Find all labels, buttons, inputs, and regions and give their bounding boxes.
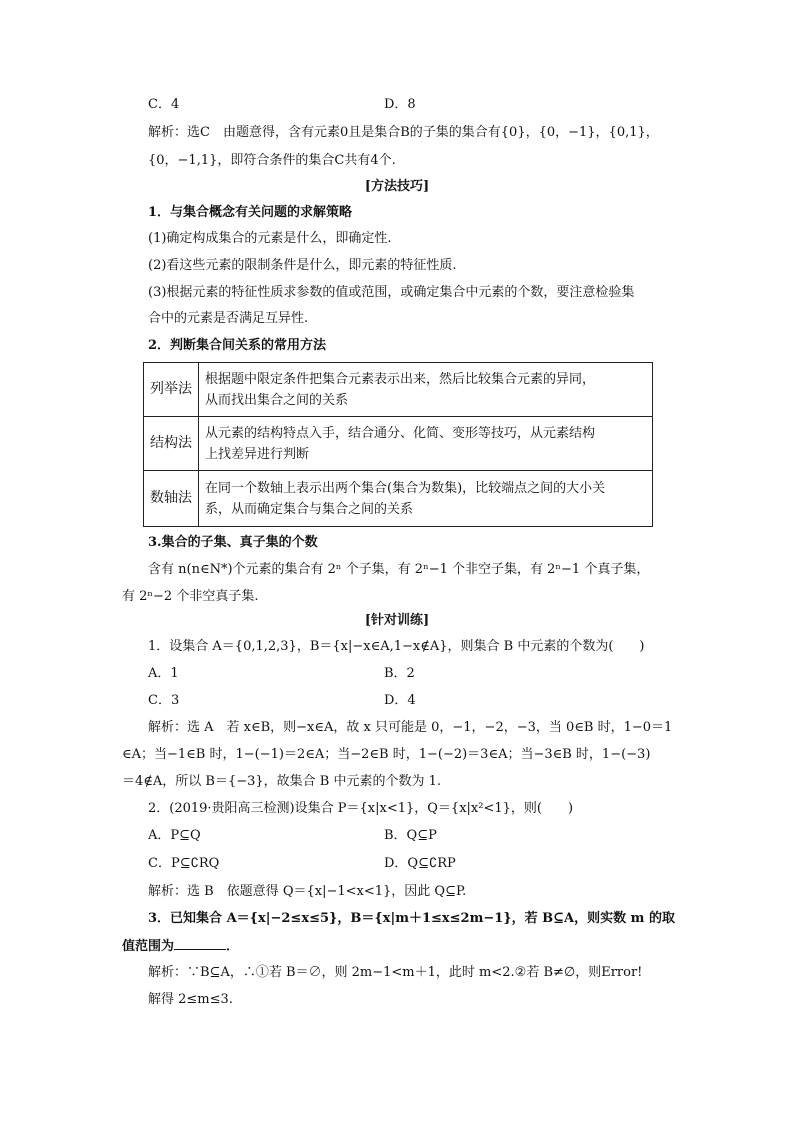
- question-stem-continued: [122, 937, 794, 956]
- option-b: B．2: [384, 666, 415, 681]
- method-name: 列举法: [144, 363, 199, 417]
- list-item: (1)确定构成集合的元素是什么，即确定性.: [148, 231, 392, 246]
- method-name: 结构法: [144, 417, 199, 471]
- answer-blank: [174, 937, 226, 950]
- method-description: [199, 363, 653, 417]
- description-line: 从元素的结构特点入手，结合通分、化简、变形等技巧，从元素结构: [205, 425, 596, 441]
- option-d: D．8: [384, 97, 416, 112]
- description-line: 系，从而确定集合与集合之间的关系: [205, 501, 414, 517]
- section-heading: 1．与集合概念有关问题的求解策略: [148, 205, 353, 220]
- question-stem: 1．设集合 A＝{0,1,2,3}，B＝{x|−x∈A,1−x∉A}，则集合 B 中元素的个数为( ): [148, 639, 645, 654]
- solution-line: 解析：选 B 依题意得 Q＝{x|−1<x<1}，因此 Q⊆P.: [148, 884, 467, 899]
- option-a: A．P⊆Q: [148, 828, 201, 843]
- list-item: (2)看这些元素的限制条件是什么，即元素的特征性质.: [148, 258, 457, 273]
- description-line: 上找差异进行判断: [205, 446, 310, 462]
- option-c: C．4: [148, 97, 180, 112]
- solution-line: 解析：∵B⊆A，∴①若 B＝∅，则 2m−1<m＋1，此时 m<2.②若 B≠∅，则Error!: [148, 965, 643, 980]
- solution-line: 解析：选 A 若 x∈B，则−x∈A，故 x 只可能是 0，−1，−2，−3，当 0∈B 时，1−0＝1: [148, 720, 673, 735]
- paragraph-line: 有 2ⁿ−2 个非空真子集.: [122, 589, 259, 604]
- option-b: B．Q⊆P: [384, 828, 437, 843]
- section-heading: 2．判断集合间关系的常用方法: [148, 338, 327, 353]
- list-item: 合中的元素是否满足互异性.: [148, 311, 309, 326]
- method-description: [199, 471, 653, 527]
- solution-line: 解得 2≤m≤3.: [148, 992, 233, 1007]
- option-c: C．3: [148, 693, 180, 708]
- stem-text: ．: [226, 939, 240, 954]
- option-d: D．4: [384, 693, 416, 708]
- training-title: [针对训练]: [364, 613, 430, 628]
- solution-line: {0，−1,1}，即符合条件的集合C共有4个.: [148, 153, 396, 168]
- option-a: A．1: [148, 666, 179, 681]
- question-stem: 2．(2019·贵阳高三检测)设集合 P＝{x|x<1}，Q＝{x|x²<1}，则( ): [148, 801, 574, 816]
- paragraph-line: 含有 n(n∈N*)个元素的集合有 2ⁿ 个子集，有 2ⁿ−1 个非空子集，有 2ⁿ−1 个真子集，: [148, 562, 650, 577]
- question-stem: 3．已知集合 A＝{x|−2≤x≤5}，B＝{x|m＋1≤x≤2m−1}，若 B⊆A，则实数 m 的取: [148, 911, 675, 926]
- method-description: [199, 417, 653, 471]
- table-row: [144, 471, 653, 527]
- description-line: 根据题中限定条件把集合元素表示出来，然后比较集合元素的异同，: [205, 371, 596, 387]
- description-line: 在同一个数轴上表示出两个集合(集合为数集)，比较端点之间的大小关: [205, 480, 606, 496]
- section-heading: 3.集合的子集、真子集的个数: [148, 535, 318, 550]
- table-row: [144, 363, 653, 417]
- method-name: 数轴法: [144, 471, 199, 527]
- method-tips-title: [方法技巧]: [364, 179, 430, 194]
- solution-line: ∈A；当−1∈B 时，1−(−1)＝2∈A；当−2∈B 时，1−(−2)＝3∈A；当−3∈B 时，1−(−3): [122, 747, 651, 762]
- methods-table: [143, 362, 653, 527]
- solution-line: ＝4∉A，所以 B＝{−3}，故集合 B 中元素的个数为 1.: [122, 774, 442, 789]
- option-c: C．P⊆∁RQ: [148, 856, 220, 871]
- stem-text: 值范围为: [122, 939, 175, 954]
- option-d: D．Q⊆∁RP: [384, 856, 456, 871]
- solution-line: 解析：选C 由题意得，含有元素0且是集合B的子集的集合有{0}，{0，−1}，{0,1}，: [148, 125, 659, 140]
- table-row: [144, 417, 653, 471]
- list-item: (3)根据元素的特征性质求参数的值或范围，或确定集合中元素的个数，要注意检验集: [148, 285, 635, 300]
- description-line: 从而找出集合之间的关系: [205, 392, 349, 408]
